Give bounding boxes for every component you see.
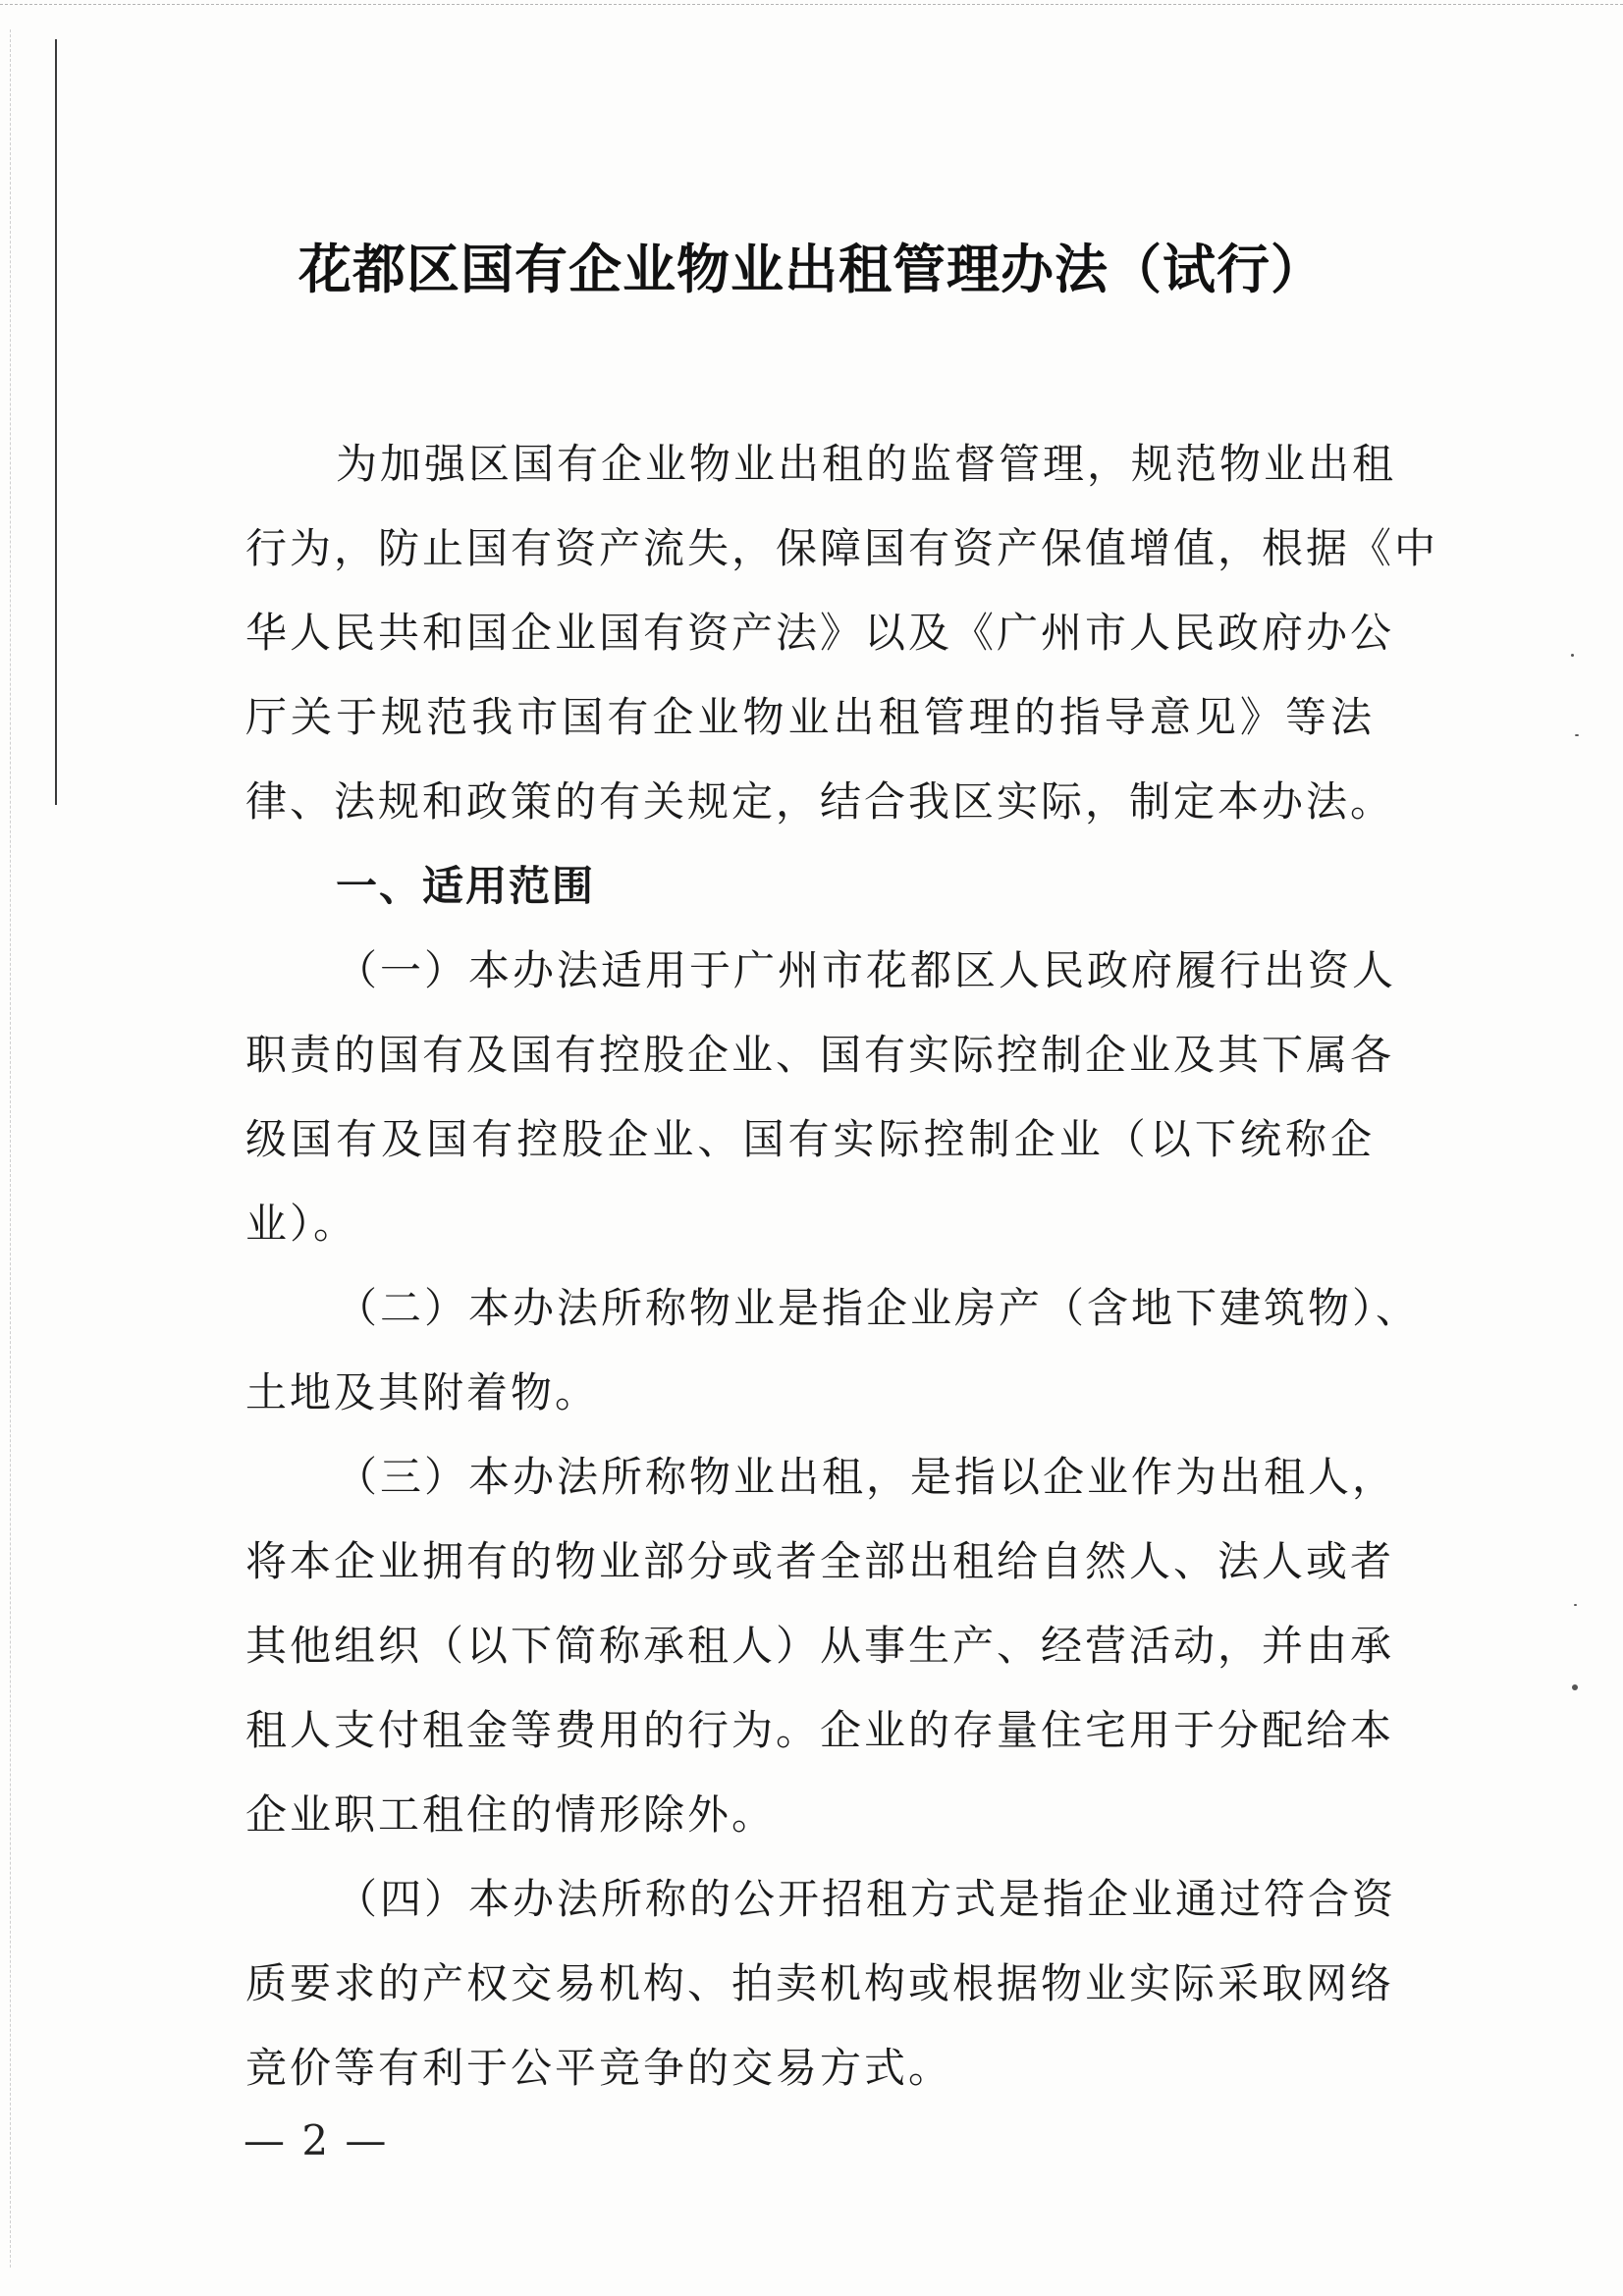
paragraph-line: 将本企业拥有的物业部分或者全部出租给自然人、法人或者 bbox=[245, 1537, 1395, 1585]
scan-edge-left-dashed bbox=[10, 29, 11, 2268]
paragraph-line: 律、法规和政策的有关规定，结合我区实际，制定本办法。 bbox=[245, 777, 1395, 826]
scan-speck bbox=[1571, 654, 1574, 657]
paragraph-line: 业）。 bbox=[245, 1200, 358, 1248]
paragraph bbox=[245, 1857, 1397, 2110]
paragraph-line: （一）本办法适用于广州市花都区人民政府履行出资人 bbox=[336, 946, 1397, 994]
scan-edge-top bbox=[0, 4, 1623, 5]
paragraph-line: 级国有及国有控股企业、国有实际控制企业（以下统称企 bbox=[245, 1115, 1375, 1163]
paragraph-line: 租人支付租金等费用的行为。企业的存量住宅用于分配给本 bbox=[245, 1706, 1395, 1754]
paragraph-line: 职责的国有及国有控股企业、国有实际控制企业及其下属各 bbox=[245, 1031, 1395, 1079]
paragraph bbox=[245, 422, 1439, 844]
paragraph-line: （四）本办法所称的公开招租方式是指企业通过符合资 bbox=[336, 1875, 1397, 1923]
paragraph bbox=[245, 929, 1397, 1266]
document-body bbox=[245, 422, 1439, 2110]
scan-speck bbox=[1575, 734, 1579, 736]
scan-edge-left-line bbox=[55, 39, 57, 805]
paragraph-line: 华人民共和国企业国有资产法》以及《广州市人民政府办公 bbox=[245, 609, 1395, 657]
paragraph-line: 竞价等有利于公平竞争的交易方式。 bbox=[245, 2044, 953, 2092]
paragraph-line: 为加强区国有企业物业出租的监督管理，规范物业出租 bbox=[336, 440, 1397, 488]
paragraph-line: 其他组织（以下简称承租人）从事生产、经营活动，并由承 bbox=[245, 1622, 1395, 1670]
page-number: — 2 — bbox=[243, 2116, 389, 2164]
paragraph bbox=[245, 1266, 1421, 1435]
paragraph-line: 质要求的产权交易机构、拍卖机构或根据物业实际采取网络 bbox=[245, 1959, 1395, 2007]
paragraph-line: 土地及其附着物。 bbox=[245, 1368, 600, 1416]
paragraph-line: 企业职工租住的情形除外。 bbox=[245, 1790, 777, 1839]
paragraph-line: （三）本办法所称物业出租，是指以企业作为出租人， bbox=[336, 1453, 1397, 1501]
paragraph bbox=[245, 1435, 1397, 1857]
scan-speck bbox=[1572, 1684, 1578, 1690]
scan-speck bbox=[1574, 1604, 1577, 1606]
paragraph-line: （二）本办法所称物业是指企业房产（含地下建筑物）、 bbox=[336, 1284, 1421, 1332]
paragraph-line: 厅关于规范我市国有企业物业出租管理的指导意见》等法 bbox=[245, 693, 1375, 741]
document-title: 花都区国有企业物业出租管理办法（试行） bbox=[298, 239, 1325, 300]
section-heading: 一、适用范围 bbox=[336, 862, 596, 910]
paragraph-line: 行为，防止国有资产流失，保障国有资产保值增值，根据《中 bbox=[245, 524, 1439, 572]
